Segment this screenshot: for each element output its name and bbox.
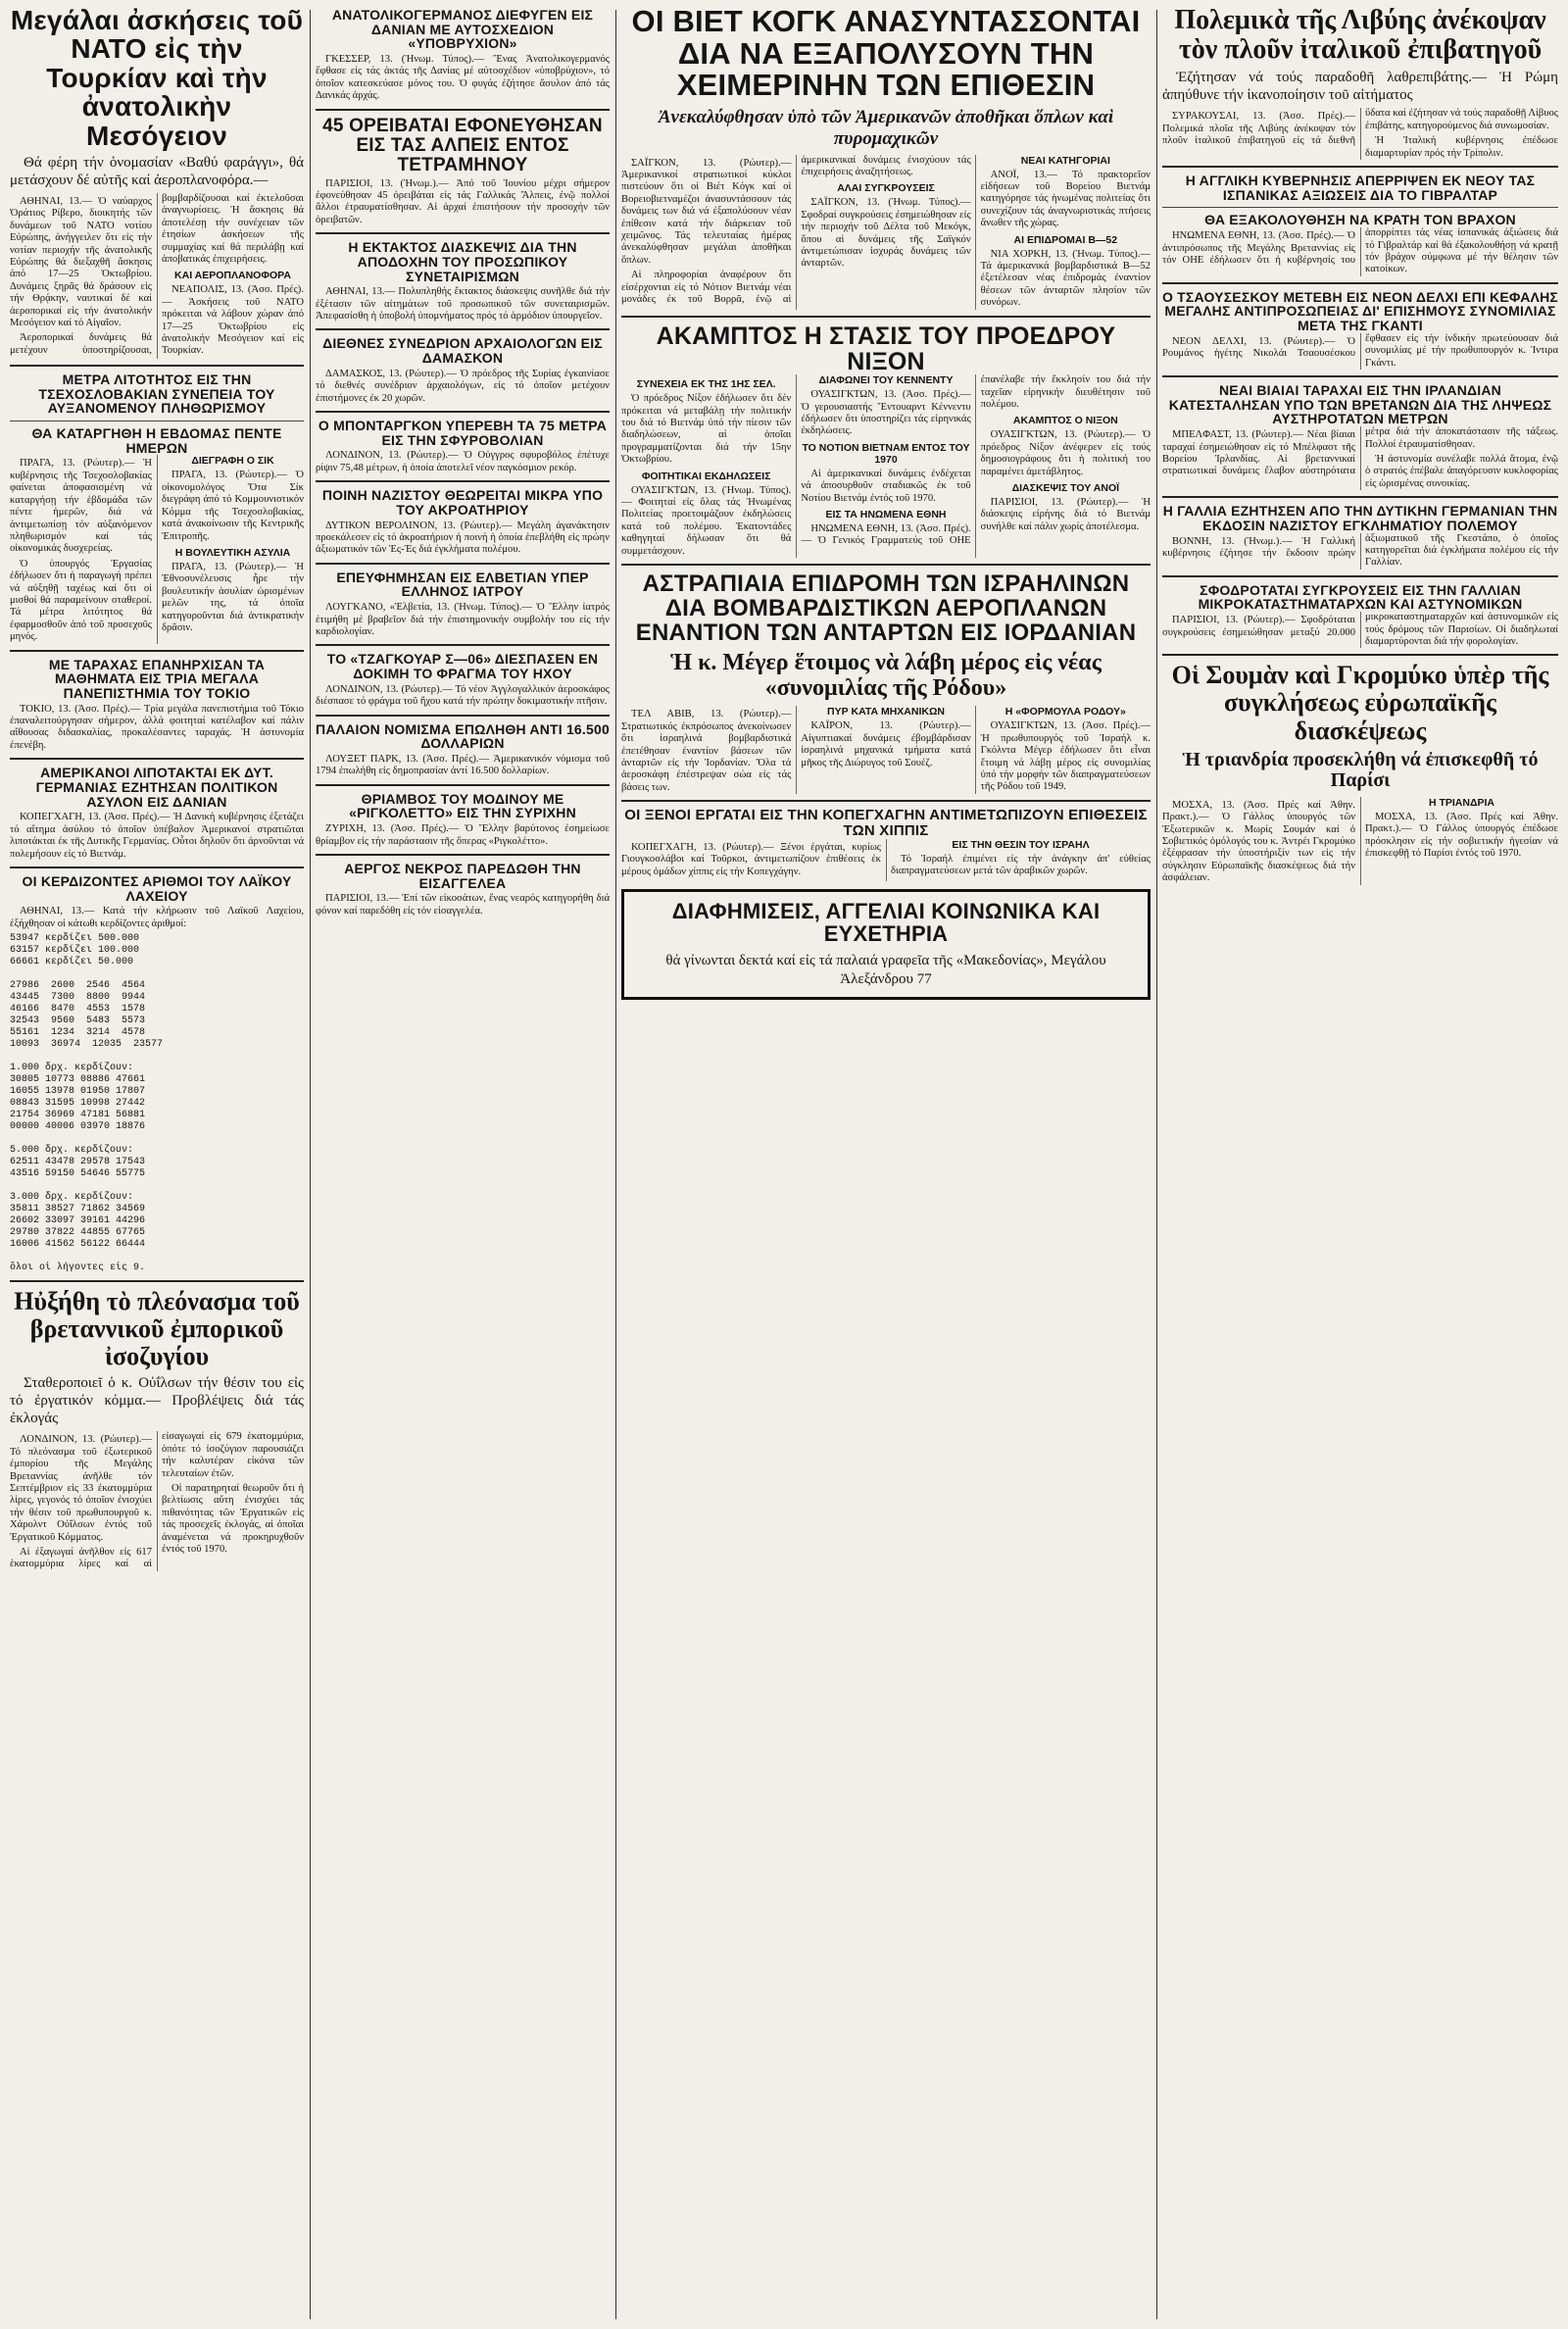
vietcong-subhead-2: ΝΕΑΙ ΚΑΤΗΓΟΡΙΑΙ — [1020, 154, 1110, 167]
divider — [316, 715, 610, 717]
divider — [10, 650, 304, 652]
libya-headline: Πολεμικὰ τῆς Λιβύης ἀνέκοψαν τὸν πλοῦν ἰταλικοῦ ἐπιβατηγοῦ — [1174, 5, 1546, 66]
gibraltar-body — [1162, 227, 1558, 276]
nixon-headline: ΑΚΑΜΠΤΟΣ Η ΣΤΑΣΙΣ ΤΟΥ ΠΡΟΕΔΡΟΥ ΝΙΞΟΝ — [656, 322, 1116, 375]
ireland-headline: ΝΕΑΙ ΒΙΑΙΑΙ ΤΑΡΑΧΑΙ ΕΙΣ ΤΗΝ ΙΡΛΑΝΔΙΑΝ ΚΑΤΕΣΤΑΛΗΣΑΝ ΥΠΟ ΤΩΝ ΒΡΕΤΑΝΩΝ ΔΙΑ ΤΗΣ ΛΗΨΕΩΣ ΑΥΣΤΗΡΟΤΑΤΩΝ ΜΕΤΡΩΝ — [1168, 382, 1552, 427]
tokyo-headline: ΜΕ ΤΑΡΑΧΑΣ ΕΠΑΝΗΡΧΙΣΑΝ ΤΑ ΜΑΘΗΜΑΤΑ ΕΙΣ ΤΡΙΑ ΜΕΓΑΛΑ ΠΑΝΕΠΙΣΤΗΜΙΑ ΤΟΥ ΤΟΚΙΟ — [48, 656, 266, 701]
nixon-p6: ΟΥΑΣΙΓΚΤΩΝ, 13. (Ρώυτερ).— Ὁ πρόεδρος Νίξον ἀνέφερεν εἰς τούς δημοσιογράφους ὅτι ἡ πολιτική του παραμένει ἀμετάβλητος. — [980, 429, 1151, 477]
archaeology-headline: ΔΙΕΘΝΕΣ ΣΥΝΕΔΡΙΟΝ ΑΡΧΑΙΟΛΟΓΩΝ ΕΙΣ ΔΑΜΑΣΚΟΝ — [322, 335, 603, 367]
coops-p1: ΑΘΗΝΑΙ, 13.— Πολυπληθής ἔκτακτος διάσκεψις συνῆλθε διά τήν ἐξέτασιν τῶν αἰτημάτων τοῦ προσωπικοῦ τῶν συνεταιρισμῶν. Ἀπεφασίσθη ἡ ὑποβολή ὑπομνήματος πρός τό ἁρμόδιον ὑπουργεῖον. — [316, 286, 610, 322]
column-rule — [310, 10, 311, 2319]
libya-lead: Ἐζήτησαν νά τούς παραδοθῆ λαθρεπιβάτης.— Ἡ Ρώμη ἀπηύθυνε τήν ἱκανοποίησιν τοῦ αἰτήματος — [1162, 70, 1558, 104]
divider — [10, 758, 304, 760]
hammer-headline: Ο ΜΠΟΝΤΑΡΓΚΟΝ ΥΠΕΡΕΒΗ ΤΑ 75 ΜΕΤΡΑ ΕΙΣ ΤΗΝ ΣΦΥΡΟΒΟΛΙΑΝ — [318, 418, 608, 448]
hippies-p2: Τό Ἰσραήλ ἐπιμένει εἰς τήν ἀνάγκην ἀπ' εὐθείας διαπραγματεύσεων μετά τῶν ἀραβικῶν χωρῶν. — [891, 853, 1151, 877]
uk-trade-p1: ΛΟΝΔΙΝΟΝ, 13. (Ρώυτερ).— Τό πλεόνασμα τοῦ ἐξωτερικοῦ ἐμπορίου τῆς Μεγάλης Βρεταννίας ἀνῆλθε τόν Σεπτέμβριον εἰς 33 ἑκατομμύρια λίρες, γεγονός τό ὁποῖον ἐνισχύει τήν θέσιν τοῦ πρωθυπουργοῦ κ. Χάρολντ Οὐΐλσων ἐντός τοῦ Ἐργατικοῦ Κόμματος. — [10, 1434, 152, 1543]
divider — [316, 563, 610, 565]
czech-headline: ΜΕΤΡΑ ΛΙΤΟΤΗΤΟΣ ΕΙΣ ΤΗΝ ΤΣΕΧΟΣΛΟΒΑΚΙΑΝ ΣΥΝΕΠΕΙΑ ΤΟΥ ΑΥΞΑΝΟΜΕΝΟΥ ΠΛΗΘΩΡΙΣΜΟΥ — [38, 372, 275, 417]
divider — [621, 316, 1151, 318]
hippies-p1: ΚΟΠΕΓΧΑΓΗ, 13. (Ρώυτερ).— Ξένοι ἐργάται, κυρίως Γιουγκοσλάβοι καί Τοῦρκοι, ἀντιμετωπίζουν ἐπιθέσεις ἐκ μέρους ὁμάδων χίππις εἰς τήν Κοπεγχάγην. — [621, 841, 881, 877]
column-1 — [10, 0, 304, 2329]
czech-p2: Ὁ ὑπουργός Ἐργασίας ἐδήλωσεν ὅτι ἡ παραγωγή πρέπει νά αὐξηθῇ ταχέως καί ὅτι οἱ μισθοί θά παραμείνουν σταθεροί. Τά μέτρα λιτότητος θά ἐφαρμοσθοῦν ἀπό τοῦ προσεχοῦς μηνός. — [10, 558, 152, 643]
nixon-p5: ΗΝΩΜΕΝΑ ΕΘΝΗ, 13. (Ἀσσ. Πρές).— Ὁ Γενικός Γραμματεύς τοῦ ΟΗΕ ἐπανέλαβε τήν ἔκκλησίν του διά τήν ταχεῖαν εἰρηνικήν διευθέτησιν τοῦ πολέμου. — [801, 374, 1151, 547]
shopkeepers-p1: ΠΑΡΙΣΙΟΙ, 13. (Ρώυτερ).— Σφοδρόταται συγκρούσεις ἐσημειώθησαν μεταξύ 20.000 μικροκαταστηματαρχῶν καί ἀστυνομικῶν εἰς τούς δρόμους τῶν Παρισίων. Οἱ διαδηλωταί διαμαρτύρονται διά τήν φορολογίαν. — [1162, 612, 1558, 647]
nixon-subhead-1: ΦΟΙΤΗΤΙΚΑΙ ΕΚΔΗΛΩΣΕΙΣ — [641, 470, 771, 482]
nato-headline: Μεγάλαι ἀσκήσεις τοῦ ΝΑΤΟ εἰς τὴν Τουρκίαν καὶ τὴν ἀνατολικὴν Μεσόγειον — [10, 5, 304, 151]
divider — [1162, 575, 1558, 577]
nixon-subhead-4: ΕΙΣ ΤΑ ΗΝΩΜΕΝΑ ΕΘΝΗ — [825, 509, 947, 521]
ceausescu-headline: Ο ΤΣΑΟΥΣΕΣΚΟΥ ΜΕΤΕΒΗ ΕΙΣ ΝΕΟΝ ΔΕΛΧΙ ΕΠΙ ΚΕΦΑΛΗΣ ΜΕΓΑΛΗΣ ΑΝΤΙΠΡΟΣΩΠΕΙΑΣ ΔΙ' ΕΠΙΣΗΜΟΥΣ ΣΥΝΟΜΙΛΙΑΣ ΜΕΤΑ ΤΗΣ ΓΚΑΝΤΙ — [1162, 288, 1558, 334]
hammer-p1: ΛΟΝΔΙΝΟΝ, 13. (Ρώυτερ).— Ὁ Οὐγγρος σφυροβόλος ἐπέτυχε ρίψιν 75,48 μέτρων, ἡ ὁποία ἀποτελεῖ νέον παγκόσμιον ρεκόρ. — [316, 450, 610, 473]
schumann-p1: ΜΟΣΧΑ, 13. (Ἀσσ. Πρές καί Ἀθην. Πρακτ.).— Ὁ Γάλλος ὑπουργός τῶν Ἐξωτερικῶν κ. Μωρίς Σουμάν καί ὁ Σοβιετικός ὁμόλογός του κ. Ἀντρέι Γκρομύκο ἐξέφρασαν τήν ὑποστήριξίν των εἰς τήν σύγκλησιν Εὐρωπαϊκῆς διασκέψεως διά τήν ἀσφάλειαν. — [1162, 799, 1355, 884]
coin-headline: ΠΑΛΑΙΟΝ ΝΟΜΙΣΜΑ ΕΠΩΛΗΘΗ ΑΝΤΙ 16.500 ΔΟΛΛΑΡΙΩΝ — [316, 720, 610, 752]
deserters-headline: ΑΜΕΡΙΚΑΝΟΙ ΛΙΠΟΤΑΚΤΑΙ ΕΚ ΔΥΤ. ΓΕΡΜΑΝΙΑΣ ΕΖΗΤΗΣΑΝ ΠΟΛΙΤΙΚΟΝ ΑΣΥΛΟΝ ΕΙΣ ΔΑΝΙΑΝ — [35, 765, 278, 810]
divider — [10, 867, 304, 868]
nixon-subhead-6: ΔΙΑΣΚΕΨΙΣ ΤΟΥ ΑΝΟΪ — [1011, 482, 1120, 495]
gibraltar-headline: Η ΑΓΓΛΙΚΗ ΚΥΒΕΡΝΗΣΙΣ ΑΠΕΡΡΙΨΕΝ ΕΚ ΝΕΟΥ ΤΑΣ ΙΣΠΑΝΙΚΑΣ ΑΞΙΩΣΕΙΣ ΔΙΑ ΤΟ ΓΙΒΡΑΛΤΑΡ — [1185, 173, 1536, 203]
divider — [316, 328, 610, 330]
divider — [1162, 166, 1558, 168]
divider — [1162, 282, 1558, 284]
divider — [316, 411, 610, 413]
submarine-headline: ΑΝΑΤΟΛΙΚΟΓΕΡΜΑΝΟΣ ΔΙΕΦΥΓΕΝ ΕΙΣ ΔΑΝΙΑΝ ΜΕ ΑΥΤΟΣΧΕΔΙΟΝ «ΥΠΟΒΡΥΧΙΟΝ» — [331, 7, 594, 52]
nazi-sentence-headline: ΠΟΙΝΗ ΝΑΖΙΣΤΟΥ ΘΕΩΡΕΙΤΑΙ ΜΙΚΡΑ ΥΠΟ ΤΟΥ ΑΚΡΟΑΤΗΡΙΟΥ — [321, 487, 604, 518]
hippies-headline: ΟΙ ΞΕΝΟΙ ΕΡΓΑΤΑΙ ΕΙΣ ΤΗΝ ΚΟΠΕΓΧΑΓΗΝ ΑΝΤΙΜΕΤΩΠΙΖΟΥΝ ΕΠΙΘΕΣΕΙΣ ΤΩΝ ΧΙΠΠΙΣ — [624, 807, 1148, 840]
czech-p1: ΠΡΑΓΑ, 13. (Ρώυτερ).— Ἡ κυβέρνησις τῆς Τσεχοσλοβακίας φαίνεται ἀποφασισμένη νά καταργήσῃ τήν ἑβδομάδα τῶν πέντε ἡμερῶν, διά νά ἀντιμετωπίσῃ τόν αὐξανόμενον πληθωρισμόν καί τάς οἰκονομικάς δυσχερείας. — [10, 458, 152, 555]
archaeology-p1: ΔΑΜΑΣΚΟΣ, 13. (Ρώυτερ).— Ὁ πρόεδρος τῆς Συρίας ἐγκαινίασε τό διεθνές συνέδριον ἀρχαιολόγων, εἰς τό ὁποῖον μετέχουν ἐπιστήμονες ἐκ 20 χωρῶν. — [316, 368, 610, 404]
vietcong-p3: ΣΑΪΓΚΟΝ, 13. (Ἡνωμ. Τύπος).— Σφοδραί συγκρούσεις ἐσημειώθησαν εἰς τήν περιοχήν τοῦ Δέλτα τοῦ Μεκόγκ, ὅπου αἱ δυνάμεις τῆς Σαϊγκόν ἀντιμετώπισαν ἰσχυράς δυνάμεις τῶν ἀνταρτῶν. — [801, 197, 971, 270]
extradition-body — [1162, 533, 1558, 570]
libya-p2: Ἡ Ἰταλική κυβέρνησις ἐπέδωσε διαμαρτυρίαν πρός τήν Τρίπολιν. — [1365, 135, 1558, 159]
column-rule — [1156, 10, 1157, 2319]
uk-trade-p2: Αἱ ἐξαγωγαί ἀνῆλθον εἰς 617 ἑκατομμύρια λίρες καί αἱ εἰσαγωγαί εἰς 679 ἑκατομμύρια, ὁπότε τό ἰσοζύγιον παρουσιάζει τήν καλυτέραν εἰκόνα τῶν τελευταίων ἐτῶν. — [10, 1431, 304, 1570]
israel-p2: ΚΑΪΡΟΝ, 13. (Ρώυτερ).— Αἰγυπτιακαί δυνάμεις ἐβομβάρδισαν ἰσραηλινά μηχανικά τμήματα κατά μῆκος τῆς Διώρυγος τοῦ Σουέζ. — [801, 720, 971, 768]
schumann-body — [1162, 797, 1558, 885]
coops-headline: Η ΕΚΤΑΚΤΟΣ ΔΙΑΣΚΕΨΙΣ ΔΙΑ ΤΗΝ ΑΠΟΔΟΧΗΝ ΤΟΥ ΠΡΟΣΩΠΙΚΟΥ ΣΥΝΕΤΑΙΡΙΣΜΩΝ — [348, 239, 577, 284]
hippies-body — [621, 839, 1151, 882]
jaguar-p1: ΛΟΝΔΙΝΟΝ, 13. (Ρώυτερ).— Τό νέον Ἀγγλογαλλικόν ἀεροσκάφος διέσπασε τό φράγμα τοῦ ἤχου κατά τήν πρώτην δοκιμαστικήν πτῆσιν. — [316, 683, 610, 708]
prosecutor-p1: ΠΑΡΙΣΙΟΙ, 13.— Ἐπί τῶν εἰκοσάτων, ἕνας νεαρός κατηγορήθη διά φόνον καί παρεδόθη εἰς τόν εἰσαγγελέα. — [316, 893, 610, 917]
jaguar-headline: ΤΟ «ΤΖΑΓΚΟΥΑΡ Σ—06» ΔΙΕΣΠΑΣΕΝ ΕΝ ΔΟΚΙΜΗ ΤΟ ΦΡΑΓΜΑ ΤΟΥ ΗΧΟΥ — [326, 651, 599, 682]
lottery-numbers: 53947 κερδίζει 500.000 63157 κερδίζει 100.000 66661 κερδίζει 50.000 27986 2600 2546 4564 43445 7300 8800 9944 46166 8470 4553 1578 32543 9560 5483 5573 55161 1234 3214 4578 10093 36974 12035 23577 1.000 δρχ. κερδίζουν: 30805 10773 08886 47661 16055 13978 01950 17807 08843 31595 10998 27442 21754 36969 47181 56881 00000 40006 03970 18876 5.000 δρχ. κερδίζουν: 62511 43478 29578 17543 43516 59150 54646 55775 3.000 δρχ. κερδίζουν: 35811 38527 71862 34569 26602 33097 39161 44296 29780 37822 44855 67765 16006 41562 56122 66444 ὅλοι οἱ λήγοντες εἰς 9. — [10, 933, 164, 1274]
nixon-subhead-3: ΤΟ ΝΟΤΙΟΝ ΒΙΕΤΝΑΜ ΕΝΤΟΣ ΤΟΥ 1970 — [802, 441, 970, 466]
prosecutor-headline: ΑΕΡΓΟΣ ΝΕΚΡΟΣ ΠΑΡΕΔΩΘΗ ΤΗΝ ΕΙΣΑΓΓΕΛΕΑ — [344, 860, 581, 891]
israel-subhead-2: Η «ΦΟΡΜΟΥΛΑ ΡΟΔΟΥ» — [1004, 706, 1126, 719]
divider — [316, 480, 610, 482]
schumann-headline: Οἱ Σουμὰν καὶ Γκρομύκο ὑπὲρ τῆς συγκλήσεως εὐρωπαϊκῆς διασκέψεως — [1171, 661, 1549, 745]
israel-subheadline: Ἡ κ. Μέγερ ἕτοιμος νὰ λάβη μέρος εἰς νέας «συνομιλίας τῆς Ρόδου» — [670, 649, 1102, 701]
divider — [1162, 654, 1558, 656]
column-2 — [316, 0, 610, 2329]
nixon-p3: ΟΥΑΣΙΓΚΤΩΝ, 13. (Ἀσσ. Πρές).— Ὁ γερουσιαστής Ἔντουαρντ Κέννεντυ ἐδήλωσεν ὅτι ὑποστηρίζει τάς εἰρηνικάς ἐκδηλώσεις. — [801, 389, 971, 437]
ireland-p2: Ἡ ἀστυνομία συνέλαβε πολλά ἄτομα, ἐνῷ ὁ στρατός ἐπέβαλε ἀπαγόρευσιν κυκλοφορίας εἰς ὡρισμένας συνοικίας. — [1365, 453, 1558, 489]
nixon-p1: Ὁ πρόεδρος Νίξον ἐδήλωσεν ὅτι δέν πρόκειται νά μεταβάλῃ τήν πολιτικήν του διά τό Βιετνάμ ὑπό τήν πίεσιν τῶν διαδηλώσεων, αἱ ὁποῖαι προγραμματίζονται διά τήν 15ην Ὀκτωβρίου. — [621, 393, 792, 466]
nato-p2: Ἀεροπορικαί δυνάμεις θά μετέχουν ὑποστηρίζουσαι, βομβαρδίζουσαι καί ἐκτελοῦσαι ἀναγνωρίσεις. Ἡ ἄσκησις θά ἀποτελέσῃ τήν συνέχειαν τῶν ἐτησίων ἀσκήσεων τῆς συμμαχίας καί θά περιλάβῃ καί ἀποβατικάς ἐπιχειρήσεις. — [10, 192, 304, 356]
divider — [316, 644, 610, 646]
ceausescu-p1: ΝΕΟΝ ΔΕΛΧΙ, 13. (Ρώυτερ).— Ὁ Ρουμάνος ἡγέτης Νικολάι Τσαουσέσκου ἔφθασεν εἰς τήν ἰνδικήν πρωτεύουσαν διά συνομιλίας μέ τήν πρωθυπουργόν κ. Ἰντιρα Γκάντι. — [1162, 332, 1558, 369]
divider — [621, 800, 1151, 802]
czech-body — [10, 455, 304, 643]
uk-trade-headline: Ηὐξήθη τὸ πλεόνασμα τοῦ βρεταννικοῦ ἐμπορικοῦ ἰσοζυγίου — [14, 1287, 300, 1371]
nixon-p2: ΟΥΑΣΙΓΚΤΩΝ, 13. (Ἡνωμ. Τύπος).— Φοιτηταί εἰς ὅλας τάς Ἡνωμένας Πολιτείας προετοιμάζουν ἐκδηλώσεις κατά τοῦ πολέμου. Ἑκατοντάδες καθηγηταί δήλωσαν ὅτι θά συμμετάσχουν. — [621, 484, 792, 557]
vietcong-subhead-3: ΑΙ ΕΠΙΔΡΟΜΑΙ Β—52 — [1013, 233, 1118, 246]
divider — [10, 1280, 304, 1282]
schumann-subhead: Η ΤΡΙΑΝΔΡΙΑ — [1428, 796, 1495, 809]
libya-p1: ΣΥΡΑΚΟΥΣΑΙ, 13. (Ἀσσ. Πρές).— Πολεμικά πλοῖα τῆς Λιβύης ἀνέκοψαν τόν πλοῦν ἰταλικοῦ ἐπιβατηγοῦ εἰς τά διεθνῆ ὕδατα καί ἐζήτησαν νά τούς παραδοθῇ Λίβυος ἐπιβάτης, κατηγορούμενος διά συνωμοσίαν. — [1162, 108, 1558, 147]
schumann-subheadline: Ἡ τριανδρία προσεκλήθη νά ἐπισκεφθῆ τό Παρίσι — [1182, 748, 1539, 792]
czech-subheadline: ΘΑ ΚΑΤΑΡΓΗΘΗ Η ΕΒΔΟΜΑΣ ΠΕΝΤΕ ΗΜΕΡΩΝ — [31, 425, 282, 456]
lottery-intro: ΑΘΗΝΑΙ, 13.— Κατά τήν κλήρωσιν τοῦ Λαϊκοῦ Λαχείου, ἐξήχθησαν οἱ κάτωθι κερδίζοντες ἀριθμοί: — [10, 906, 304, 929]
czech-subhead-1: ΔΙΕΓΡΑΦΗ Ο ΣΙΚ — [191, 455, 274, 468]
tokyo-p1: ΤΟΚΙΟ, 13. (Ἀσσ. Πρές).— Τρία μεγάλα πανεπιστήμια τοῦ Τόκιο ἐπαναλειτούργησαν σήμερον, ἀλλά φοιτηταί κατέλαβον καί πάλιν αἴθουσας διδασκαλίας, προκαλέσαντες ταραχάς. Ἡ ἀστυνομία ἐπενέβη. — [10, 703, 304, 751]
divider — [1162, 375, 1558, 377]
nato-p1: ΑΘΗΝΑΙ, 13.— Ὁ ναύαρχος Ὁράτιος Ρίβερο, διοικητής τῶν δυνάμεων τοῦ ΝΑΤΟ νοτίου Εὐρώπης, ἀνήγγειλεν ὅτι εἰς τήν νοτίαν περιοχήν τῆς ἀνατολικῆς Εὐρώπης θά διεξαχθῆ ἄσκησις ἀπό 17—25 Ὀκτωβρίου. Δυνάμεις ξηρᾶς θά δράσουν εἰς τήν Θρᾴκην, ναυτικαί δέ καί ἀεροπορικαί εἰς τήν ἀνατολικήν Μεσόγειον καί τό Αἰγαῖον. — [10, 195, 152, 329]
vietcong-subhead-1: ΑΛΑΙ ΣΥΓΚΡΟΥΣΕΙΣ — [837, 182, 935, 195]
shopkeepers-headline: ΣΦΟΔΡΟΤΑΤΑΙ ΣΥΓΚΡΟΥΣΕΙΣ ΕΙΣ ΤΗΝ ΓΑΛΛΙΑΝ ΜΙΚΡΟΚΑΤΑΣΤΗΜΑΤΑΡΧΩΝ ΚΑΙ ΑΣΤΥΝΟΜΙΚΩΝ — [1198, 581, 1523, 613]
nixon-body — [621, 374, 1151, 558]
column-4 — [1162, 0, 1558, 2329]
vietcong-subheadline: Ἀνεκαλύφθησαν ὑπὸ τῶν Ἀμερικανῶν ἀποθῆκαι ὅπλων καὶ πυρομαχικῶν — [658, 106, 1114, 149]
nazi-sentence-p1: ΔΥΤΙΚΟΝ ΒΕΡΟΛΙΝΟΝ, 13. (Ρώυτερ).— Μεγάλη ἀγανάκτησιν προεκάλεσεν εἰς τό ἀκροατήριον ἡ ποινή ἡ ὁποία ἐπεβλήθη εἰς πρώην ἀξιωματικόν τῶν Ἐς-Ἐς διά ἐγκλήματα πολέμου. — [316, 520, 610, 556]
deserters-p1: ΚΟΠΕΓΧΑΓΗ, 13. (Ἀσσ. Πρές).— Ἡ Δανική κυβέρνησις ἐξετάζει τό αἴτημα ἀσύλου τό ὁποῖον ὑπέβαλον Ἀμερικανοί στρατιῶται λιποτάκται ἐκ τῆς Δυτικῆς Γερμανίας. Οὗτοι δηλοῦν ὅτι ἀρνοῦνται νά πολεμήσουν εἰς τό Βιετνάμ. — [10, 812, 304, 860]
ceausescu-body — [1162, 333, 1558, 370]
israel-headline: ΑΣΤΡΑΠΙΑΙΑ ΕΠΙΔΡΟΜΗ ΤΩΝ ΙΣΡΑΗΛΙΝΩΝ ΔΙΑ ΒΟΜΒΑΡΔΙΣΤΙΚΩΝ ΑΕΡΟΠΛΑΝΩΝ ΕΝΑΝΤΙΟΝ ΤΩΝ ΑΝΤΑΡΤΩΝ ΕΙΣ ΙΟΡΔΑΝΙΑΝ — [635, 570, 1137, 647]
ad-headline: ΔΙΑΦΗΜΙΣΕΙΣ, ΑΓΓΕΛΙΑΙ ΚΟΙΝΩΝΙΚΑ ΚΑΙ ΕΥΧΕΤΗΡΙΑ — [671, 899, 1101, 947]
libya-body — [1162, 108, 1558, 160]
czech-p4: ΠΡΑΓΑ, 13. (Ρώυτερ).— Ἡ Ἐθνοσυνέλευσις ἦρε τήν βουλευτικήν ἀσυλίαν ὡρισμένων μελῶν της, τά ὁποῖα κατηγοροῦνται διά ἀντικρατικήν δρᾶσιν. — [162, 561, 304, 633]
nato-subhead: ΚΑΙ ΑΕΡΟΠΛΑΝΟΦΟΡΑ — [174, 270, 291, 282]
uk-trade-body — [10, 1431, 304, 1570]
ireland-p1: ΜΠΕΛΦΑΣΤ, 13. (Ρώυτερ).— Νέαι βίαιαι ταραχαί ἐσημειώθησαν εἰς τό Μπέλφαστ τῆς Βορείου Ἰρλανδίας. Αἱ βρεταννικαί στρατιωτικαί δυνάμεις ἔλαβον αὐστηρότατα μέτρα διά τήν ἀποκατάστασιν τῆς τάξεως. Πολλοί ἐτραυματίσθησαν. — [1162, 426, 1558, 477]
shopkeepers-body — [1162, 612, 1558, 648]
nixon-p7: ΠΑΡΙΣΙΟΙ, 13. (Ρώυτερ).— Ἡ διάσκεψις εἰρήνης διά τό Βιετνάμ συνήλθε καί πάλιν χωρίς ἀποτέλεσμα. — [980, 497, 1151, 532]
divider — [1162, 496, 1558, 498]
israel-p3: ΟΥΑΣΙΓΚΤΩΝ, 13. (Ἀσσ. Πρές).— Ἡ πρωθυπουργός τοῦ Ἰσραήλ κ. Γκόλντα Μέγερ ἐδήλωσεν ὅτι εἶναι ἕτοιμη νά λάβῃ μέρος εἰς συνομιλίας ὑπό τήν μορφήν τῶν διαπραγματεύσεων τῆς Ρόδου τοῦ 1949. — [980, 720, 1151, 793]
vietcong-p5: ΝΙΑ ΧΟΡΚΗ, 13. (Ἡνωμ. Τύπος).— Τά ἀμερικανικά βομβαρδιστικά Β—52 ἐξετέλεσαν νέας ἐπιδρομάς ἐναντίον θέσεων τῶν ἀνταρτῶν πλησίον τῶν συνόρων. — [980, 248, 1151, 309]
alps-headline: 45 ΟΡΕΙΒΑΤΑΙ ΕΦΟΝΕΥΘΗΣΑΝ ΕΙΣ ΤΑΣ ΑΛΠΕΙΣ ΕΝΤΟΣ ΤΕΤΡΑΜΗΝΟΥ — [322, 115, 603, 175]
uk-trade-lead: Σταθεροποιεῖ ὁ κ. Οὐΐλσων τήν θέσιν του εἰς τό ἐργατικόν κόμμα.— Προβλέψεις διά τάς ἐκλογάς — [10, 1375, 304, 1427]
divider — [316, 109, 610, 111]
divider — [621, 564, 1151, 566]
coin-p1: ΛΟΥΞΕΤ ΠΑΡΚ, 13. (Ἀσσ. Πρές).— Ἀμερικανικόν νόμισμα τοῦ 1794 ἐπωλήθη εἰς δημοπρασίαν ἀντί 16.500 δολλαρίων. — [316, 753, 610, 777]
gibraltar-subheadline: ΘΑ ΕΞΑΚΟΛΟΥΘΗΣΗ ΝΑ ΚΡΑΤΗ ΤΟΝ ΒΡΑΧΟΝ — [1204, 212, 1516, 228]
vietcong-p2: Αἱ πληροφορίαι ἀναφέρουν ὅτι εἰσέρχονται εἰς τό Νότιον Βιετνάμ νέαι μονάδες ἐκ τοῦ Βορρᾶ, ἐνῷ αἱ ἀμερικανικαί δυνάμεις ἐνισχύουν τάς ἐπιχειρήσεις ἀναζητήσεως. — [621, 154, 971, 306]
nato-lead: Θά φέρη τήν ὀνομασίαν «Βαθύ φαράγγι», θά μετάσχουν δέ αὐτῆς καί ἀεροπλανοφόρα.— — [10, 154, 304, 188]
ireland-body — [1162, 426, 1558, 490]
divider — [316, 784, 610, 786]
advertisement-box — [621, 889, 1151, 999]
nixon-p4: Αἱ ἀμερικανικαί δυνάμεις ἐνδέχεται νά ἀποσυρθοῦν σταδιακῶς ἐκ τοῦ Νοτίου Βιετνάμ ἐντός τοῦ 1970. — [801, 468, 971, 504]
nixon-continued: ΣΥΝΕΧΕΙΑ ΕΚ ΤΗΣ 1ΗΣ ΣΕΛ. — [636, 378, 776, 391]
nato-body — [10, 193, 304, 359]
extradition-headline: Η ΓΑΛΛΙΑ ΕΖΗΤΗΣΕΝ ΑΠΟ ΤΗΝ ΔΥΤΙΚΗΝ ΓΕΡΜΑΝΙΑΝ ΤΗΝ ΕΚΔΟΣΙΝ ΝΑΖΙΣΤΟΥ ΕΓΚΛΗΜΑΤΙΟΥ ΠΟΛΕΜΟΥ — [1162, 503, 1558, 533]
column-3 — [621, 0, 1151, 2329]
gibraltar-p1: ΗΝΩΜΕΝΑ ΕΘΝΗ, 13. (Ἀσσ. Πρές).— Ὁ ἀντιπρόσωπος τῆς Μεγάλης Βρεταννίας εἰς τόν ΟΗΕ ἐδήλωσεν ὅτι ἡ κυβέρνησίς του ἀπορρίπτει τάς νέας ἰσπανικάς ἀξιώσεις διά τό Γιβραλτάρ καί θά ἐξακολουθήσῃ νά κρατῇ τόν βράχον σύμφωνα μέ τήν θέλησιν τῶν κατοίκων. — [1162, 227, 1558, 275]
israel-p1: ΤΕΛ ΑΒΙΒ, 13. (Ρώυτερ).— Στρατιωτικός ἐκπρόσωπος ἀνεκοίνωσεν ὅτι ἰσραηλινά βομβαρδιστικά ἐπετέθησαν ἐναντίον βάσεων τῶν ἀνταρτῶν εἰς τήν Ἰορδανίαν. Ὅλα τά ἀεροσκάφη ἐπέστρεψαν σώα εἰς τάς βάσεις των. — [621, 709, 792, 793]
uk-trade-p3: Οἱ παρατηρηταί θεωροῦν ὅτι ἡ βελτίωσις αὕτη ἐνισχύει τάς πιθανότητας τῶν Ἐργατικῶν εἰς τάς προσεχεῖς ἐκλογάς, αἱ ὁποῖαι ἀναμένεται νά προκηρυχθοῦν ἐντός τοῦ 1970. — [162, 1482, 304, 1556]
divider — [316, 854, 610, 856]
israel-subhead-1: ΠΥΡ ΚΑΤΑ ΜΗΧΑΝΙΚΩΝ — [827, 706, 945, 719]
nato-p3: ΝΕΑΠΟΛΙΣ, 13. (Ἀσσ. Πρές).— Ἀσκήσεις τοῦ ΝΑΤΟ πρόκειται νά λάβουν χώραν ἀπό 17—25 Ὀκτωβρίου εἰς ἀνατολικήν Μεσόγειον καί εἰς Τουρκίαν. — [162, 284, 304, 357]
opera-headline: ΘΡΙΑΜΒΟΣ ΤΟΥ ΜΟΔΙΝΟΥ ΜΕ «ΡΙΓΚΟΛΕΤΤΟ» ΕΙΣ ΤΗΝ ΣΥΡΙΧΗΝ — [349, 790, 576, 821]
opera-p1: ΖΥΡΙΧΗ, 13. (Ἀσσ. Πρές).— Ὁ Ἕλλην βαρύτονος ἐσημείωσε θρίαμβον εἰς τήν παράστασιν τῆς ὄπερας «Ριγκολέττο». — [316, 823, 610, 847]
greek-doctor-headline: ΕΠΕΥΦΗΜΗΣΑΝ ΕΙΣ ΕΛΒΕΤΙΑΝ ΥΠΕΡ ΕΛΛΗΝΟΣ ΙΑΤΡΟΥ — [336, 569, 589, 600]
israel-body — [621, 706, 1151, 794]
czech-subhead-2: Η ΒΟΥΛΕΥΤΙΚΗ ΑΣΥΛΙΑ — [174, 546, 291, 559]
vietcong-body — [621, 155, 1151, 310]
greek-doctor-p1: ΛΟΥΓΚΑΝΟ, «Ἑλβετία, 13. (Ἡνωμ. Τύπος).— Ὁ Ἕλλην ἰατρός ἐτιμήθη μέ βραβεῖον διά τήν ἐπιστημονικήν συμβολήν του εἰς τήν καρδιολογίαν. — [316, 602, 610, 637]
vietcong-headline: ΟΙ ΒΙΕΤ ΚΟΓΚ ΑΝΑΣΥΝΤΑΣΣΟΝΤΑΙ ΔΙΑ ΝΑ ΕΞΑΠΟΛΥΣΟΥΝ ΤΗΝ ΧΕΙΜΕΡΙΝΗΝ ΤΩΝ ΕΠΙΘΕΣΙΝ — [631, 4, 1141, 103]
submarine-p1: ΓΚΕΣΣΕΡ, 13. (Ἡνωμ. Τύπος).— Ἕνας Ἀνατολικογερμανός ἔφθασε εἰς τάς ἀκτάς τῆς Δανίας μέ αὐτοσχέδιον «ὑποβρύχιον», τό ὁποῖον κατεσκεύασε μόνος του. Ὁ φυγάς ἐζήτησε ἄσυλον ἀπό τάς Δανικάς ἀρχάς. — [316, 54, 610, 102]
hippies-subhead: ΕΙΣ ΤΗΝ ΘΕΣΙΝ ΤΟΥ ΙΣΡΑΗΛ — [952, 838, 1090, 851]
nixon-subhead-2: ΔΙΑΦΩΝΕΙ ΤΟΥ ΚΕΝΝΕΝΤΥ — [818, 374, 954, 387]
divider — [1162, 207, 1558, 208]
vietcong-p4: ΑΝΟΪ, 13.— Τό πρακτορεῖον εἰδήσεων τοῦ Βορείου Βιετνάμ κατηγόρησε τάς ἡνωμένας πολιτείας ὅτι συνεχίζουν τάς ἀναγνωριστικάς πτήσεις ἄνωθεν τῆς χώρας. — [980, 169, 1151, 229]
column-rule — [615, 10, 616, 2319]
divider — [316, 232, 610, 234]
vietcong-p1: ΣΑΪΓΚΟΝ, 13. (Ρώυτερ).— Ἀμερικανικοί στρατιωτικοί κύκλοι πιστεύουν ὅτι οἱ Βιέτ Κόγκ καί οἱ Βορειοβιετναμέζοι ἀνασυντάσσουν τάς δυνάμεις των διά νά ἐξαπολύσουν νέαν ἐπίθεσιν κατά τήν διάρκειαν τοῦ χειμῶνος. Τάς τελευταίας ἡμέρας ἀνεκαλύφθησαν μεγάλαι ἀποθῆκαι ὅπλων. — [621, 157, 792, 266]
czech-p3: ΠΡΑΓΑ, 13. (Ρώυτερ).— Ὁ οἰκονομολόγος Ὄτα Σίκ διεγράφη ἀπό τό Κομμουνιστικόν Κόμμα τῆς Τσεχοσλοβακίας, κατά ἀνακοίνωσιν τῆς Κεντρικῆς Ἐπιτροπῆς. — [162, 470, 304, 542]
ad-text: θά γίνωνται δεκτά καί εἰς τά παλαιά γραφεῖα τῆς «Μακεδονίας», Μεγάλου Ἀλεξάνδρου 77 — [665, 952, 1106, 987]
divider — [10, 365, 304, 367]
lottery-headline: ΟΙ ΚΕΡΔΙΖΟΝΤΕΣ ΑΡΙΘΜΟΙ ΤΟΥ ΛΑΪΚΟΥ ΛΑΧΕΙΟΥ — [22, 872, 292, 904]
nixon-subhead-5: ΑΚΑΜΠΤΟΣ Ο ΝΙΞΟΝ — [1012, 415, 1118, 427]
schumann-p2: ΜΟΣΧΑ, 13. (Ἀσσ. Πρές καί Ἀθην. Πρακτ.).— Ὁ Γάλλος ὑπουργός ἐπέδωσε πρόσκλησιν εἰς τήν σοβιετικήν ἡγεσίαν νά ἐπισκεφθῇ τό Παρίσι ἐντός τοῦ 1970. — [1365, 811, 1558, 859]
extradition-p1: ΒΟΝΝΗ, 13. (Ἡνωμ.).— Ἡ Γαλλική κυβέρνησις ἐζήτησε τήν ἔκδοσιν πρώην ἀξιωματικοῦ τῆς Γκεστάπο, ὁ ὁποῖος κατηγορεῖται διά ἐγκλήματα πολέμου εἰς τήν Γαλλίαν. — [1162, 532, 1558, 569]
alps-p1: ΠΑΡΙΣΙΟΙ, 13. (Ἡνωμ.).— Ἀπό τοῦ Ἰουνίου μέχρι σήμερον ἐφονεύθησαν 45 ὀρειβάται εἰς τάς Γαλλικάς Ἄλπεις, ἐνῷ πολλοί ἄλλοι ἐτραυματίσθησαν. Αἱ ἀρχαί ἐπιστήσουν τήν προσοχήν τῶν ὀρειβατῶν. — [316, 177, 610, 225]
